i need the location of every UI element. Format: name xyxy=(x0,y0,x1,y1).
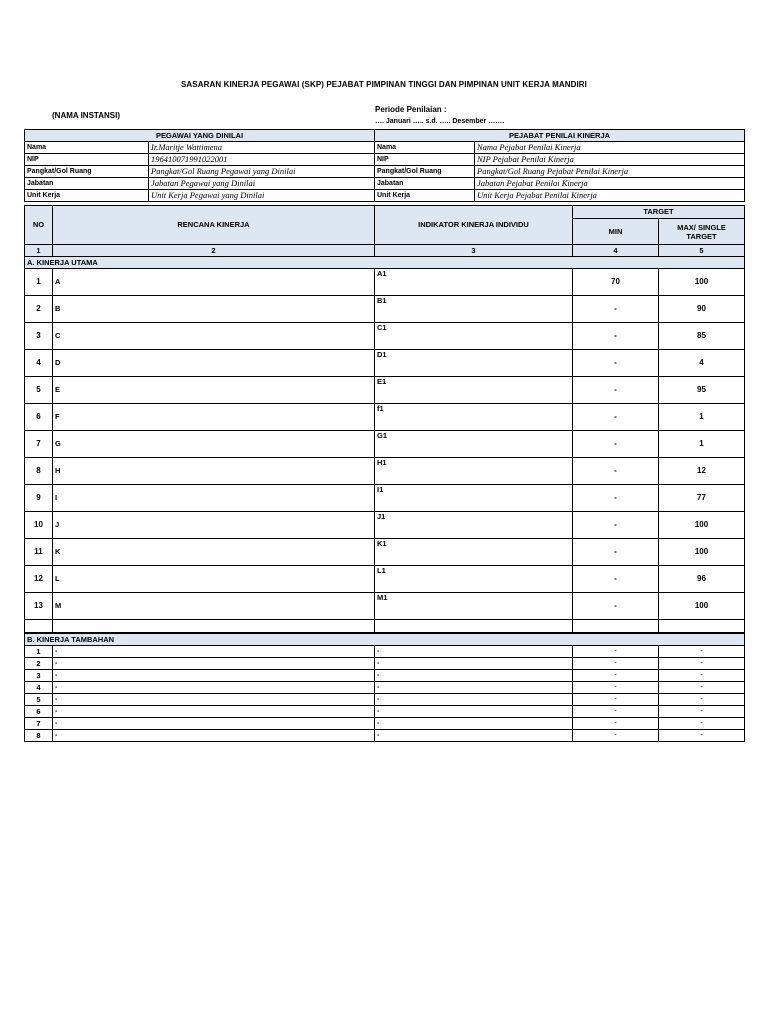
row-rencana: - xyxy=(53,706,375,718)
row-rencana: - xyxy=(53,730,375,742)
row-indikator: G1 xyxy=(375,431,573,458)
table-row xyxy=(25,377,745,404)
pejabat-value: Nama Pejabat Penilai Kinerja xyxy=(475,142,745,154)
pejabat-value: NIP Pejabat Penilai Kinerja xyxy=(475,154,745,166)
row-no: 13 xyxy=(25,593,53,620)
column-max: MAX/ SINGLE TARGET xyxy=(659,219,745,245)
row-min: - xyxy=(573,682,659,694)
row-max: - xyxy=(659,670,745,682)
row-min: - xyxy=(573,646,659,658)
table-row xyxy=(25,658,745,670)
pegawai-header: PEGAWAI YANG DINILAI xyxy=(25,130,375,142)
pejabat-label: NIP xyxy=(375,154,475,166)
identity-row xyxy=(25,178,745,190)
pejabat-header: PEJABAT PENILAI KINERJA xyxy=(375,130,745,142)
section-kinerja-utama: A. KINERJA UTAMA xyxy=(25,257,745,269)
table-row xyxy=(25,706,745,718)
column-number: 4 xyxy=(573,245,659,257)
row-min: 70 xyxy=(573,269,659,296)
column-indikator: INDIKATOR KINERJA INDIVIDU xyxy=(375,206,573,245)
row-max: 90 xyxy=(659,296,745,323)
row-indikator: C1 xyxy=(375,323,573,350)
pejabat-label: Jabatan xyxy=(375,178,475,190)
column-number: 5 xyxy=(659,245,745,257)
table-row xyxy=(25,404,745,431)
row-indikator: A1 xyxy=(375,269,573,296)
row-indikator: - xyxy=(375,694,573,706)
row-indikator: I1 xyxy=(375,485,573,512)
row-rencana: K xyxy=(53,539,375,566)
pegawai-value: 196410071991022001 xyxy=(149,154,375,166)
section-row xyxy=(25,634,745,646)
identity-header-row xyxy=(25,130,745,142)
row-indikator: M1 xyxy=(375,593,573,620)
row-min: - xyxy=(573,485,659,512)
table-row xyxy=(25,646,745,658)
row-no: 8 xyxy=(25,458,53,485)
row-min: - xyxy=(573,706,659,718)
row-indikator: - xyxy=(375,718,573,730)
table-row xyxy=(25,485,745,512)
identity-row xyxy=(25,190,745,202)
row-max: - xyxy=(659,658,745,670)
table-row xyxy=(25,323,745,350)
pejabat-label: Pangkat/Gol Ruang xyxy=(375,166,475,178)
row-indikator: - xyxy=(375,658,573,670)
row-no: 5 xyxy=(25,377,53,404)
row-no: 8 xyxy=(25,730,53,742)
identity-row xyxy=(25,166,745,178)
table-row xyxy=(25,593,745,620)
row-rencana: G xyxy=(53,431,375,458)
pejabat-value: Pangkat/Gol Ruang Pejabat Penilai Kinerja xyxy=(475,166,745,178)
row-max: 12 xyxy=(659,458,745,485)
pegawai-label: NIP xyxy=(25,154,149,166)
table-row xyxy=(25,296,745,323)
row-rencana: - xyxy=(53,718,375,730)
row-min: - xyxy=(573,377,659,404)
empty-cell xyxy=(659,620,745,633)
pegawai-value: Ir.Maritje Wattimena xyxy=(149,142,375,154)
pejabat-label: Unit Kerja xyxy=(375,190,475,202)
column-target: TARGET xyxy=(573,206,745,219)
row-max: - xyxy=(659,682,745,694)
row-max: 95 xyxy=(659,377,745,404)
pegawai-label: Jabatan xyxy=(25,178,149,190)
table-row xyxy=(25,566,745,593)
row-rencana: H xyxy=(53,458,375,485)
row-max: 85 xyxy=(659,323,745,350)
row-rencana: - xyxy=(53,670,375,682)
row-indikator: - xyxy=(375,706,573,718)
column-number: 2 xyxy=(53,245,375,257)
row-max: 4 xyxy=(659,350,745,377)
row-no: 9 xyxy=(25,485,53,512)
section-kinerja-tambahan: B. KINERJA TAMBAHAN xyxy=(25,634,745,646)
identity-table xyxy=(24,129,745,202)
pegawai-value: Pangkat/Gol Ruang Pegawai yang Dinilai xyxy=(149,166,375,178)
row-no: 2 xyxy=(25,658,53,670)
row-max: - xyxy=(659,718,745,730)
row-no: 1 xyxy=(25,269,53,296)
column-no: NO xyxy=(25,206,53,245)
table-row xyxy=(25,730,745,742)
row-no: 2 xyxy=(25,296,53,323)
row-min: - xyxy=(573,431,659,458)
pegawai-label: Pangkat/Gol Ruang xyxy=(25,166,149,178)
column-rencana: RENCANA KINERJA xyxy=(53,206,375,245)
row-no: 3 xyxy=(25,323,53,350)
row-max: 100 xyxy=(659,539,745,566)
row-no: 11 xyxy=(25,539,53,566)
row-no: 12 xyxy=(25,566,53,593)
row-no: 10 xyxy=(25,512,53,539)
pegawai-label: Nama xyxy=(25,142,149,154)
pegawai-label: Unit Kerja xyxy=(25,190,149,202)
row-rencana: - xyxy=(53,682,375,694)
table-row xyxy=(25,694,745,706)
row-rencana: J xyxy=(53,512,375,539)
row-max: - xyxy=(659,730,745,742)
row-rencana: L xyxy=(53,566,375,593)
instansi-name: (NAMA INSTANSI) xyxy=(52,111,120,120)
row-min: - xyxy=(573,350,659,377)
row-min: - xyxy=(573,694,659,706)
row-rencana: B xyxy=(53,296,375,323)
row-max: 1 xyxy=(659,404,745,431)
row-min: - xyxy=(573,730,659,742)
identity-row xyxy=(25,142,745,154)
row-min: - xyxy=(573,593,659,620)
row-rencana: D xyxy=(53,350,375,377)
empty-cell xyxy=(25,620,53,633)
periode-value: …. Januari ….. s.d. ….. Desember ……. xyxy=(375,118,505,125)
kinerja-table xyxy=(24,205,745,633)
column-number-row xyxy=(25,245,745,257)
table-row xyxy=(25,682,745,694)
row-no: 6 xyxy=(25,706,53,718)
row-rencana: M xyxy=(53,593,375,620)
row-no: 6 xyxy=(25,404,53,431)
pejabat-label: Nama xyxy=(375,142,475,154)
row-min: - xyxy=(573,323,659,350)
row-min: - xyxy=(573,512,659,539)
row-no: 7 xyxy=(25,431,53,458)
row-rencana: - xyxy=(53,646,375,658)
row-indikator: B1 xyxy=(375,296,573,323)
table-row xyxy=(25,539,745,566)
row-min: - xyxy=(573,539,659,566)
row-min: - xyxy=(573,566,659,593)
row-rencana: - xyxy=(53,694,375,706)
row-indikator: - xyxy=(375,646,573,658)
table-row xyxy=(25,458,745,485)
row-indikator: H1 xyxy=(375,458,573,485)
pejabat-value: Jabatan Pejabat Penilai Kinerja xyxy=(475,178,745,190)
column-number: 3 xyxy=(375,245,573,257)
row-min: - xyxy=(573,658,659,670)
row-max: 100 xyxy=(659,593,745,620)
row-no: 1 xyxy=(25,646,53,658)
document-title: SASARAN KINERJA PEGAWAI (SKP) PEJABAT PIMPINAN TINGGI DAN PIMPINAN UNIT KERJA MANDIRI xyxy=(180,80,587,89)
table-row xyxy=(25,350,745,377)
row-max: 100 xyxy=(659,512,745,539)
pejabat-value: Unit Kerja Pejabat Penilai Kinerja xyxy=(475,190,745,202)
row-rencana: F xyxy=(53,404,375,431)
section-row xyxy=(25,257,745,269)
empty-cell xyxy=(375,620,573,633)
pegawai-value: Jabatan Pegawai yang Dinilai xyxy=(149,178,375,190)
row-max: - xyxy=(659,706,745,718)
row-no: 4 xyxy=(25,682,53,694)
column-header-row xyxy=(25,206,745,219)
row-max: - xyxy=(659,694,745,706)
row-max: 96 xyxy=(659,566,745,593)
row-indikator: - xyxy=(375,670,573,682)
row-indikator: E1 xyxy=(375,377,573,404)
row-max: - xyxy=(659,646,745,658)
row-indikator: f1 xyxy=(375,404,573,431)
identity-row xyxy=(25,154,745,166)
row-indikator: - xyxy=(375,682,573,694)
empty-cell xyxy=(53,620,375,633)
row-min: - xyxy=(573,404,659,431)
row-max: 100 xyxy=(659,269,745,296)
column-min: MIN xyxy=(573,219,659,245)
row-indikator: J1 xyxy=(375,512,573,539)
row-rencana: - xyxy=(53,658,375,670)
row-max: 1 xyxy=(659,431,745,458)
row-min: - xyxy=(573,718,659,730)
row-indikator: - xyxy=(375,730,573,742)
row-max: 77 xyxy=(659,485,745,512)
row-rencana: C xyxy=(53,323,375,350)
row-no: 5 xyxy=(25,694,53,706)
row-rencana: I xyxy=(53,485,375,512)
empty-cell xyxy=(573,620,659,633)
row-rencana: A xyxy=(53,269,375,296)
row-indikator: L1 xyxy=(375,566,573,593)
table-row xyxy=(25,718,745,730)
table-row xyxy=(25,431,745,458)
table-row xyxy=(25,670,745,682)
row-no: 7 xyxy=(25,718,53,730)
row-indikator: K1 xyxy=(375,539,573,566)
column-number: 1 xyxy=(25,245,53,257)
table-row xyxy=(25,512,745,539)
row-rencana: E xyxy=(53,377,375,404)
row-indikator: D1 xyxy=(375,350,573,377)
table-row xyxy=(25,269,745,296)
pegawai-value: Unit Kerja Pegawai yang Dinilai xyxy=(149,190,375,202)
row-min: - xyxy=(573,296,659,323)
row-no: 4 xyxy=(25,350,53,377)
periode-label: Periode Penilaian : xyxy=(375,105,447,114)
row-no: 3 xyxy=(25,670,53,682)
kinerja-tambahan-table xyxy=(24,633,745,742)
row-min: - xyxy=(573,458,659,485)
empty-row xyxy=(25,620,745,633)
row-min: - xyxy=(573,670,659,682)
